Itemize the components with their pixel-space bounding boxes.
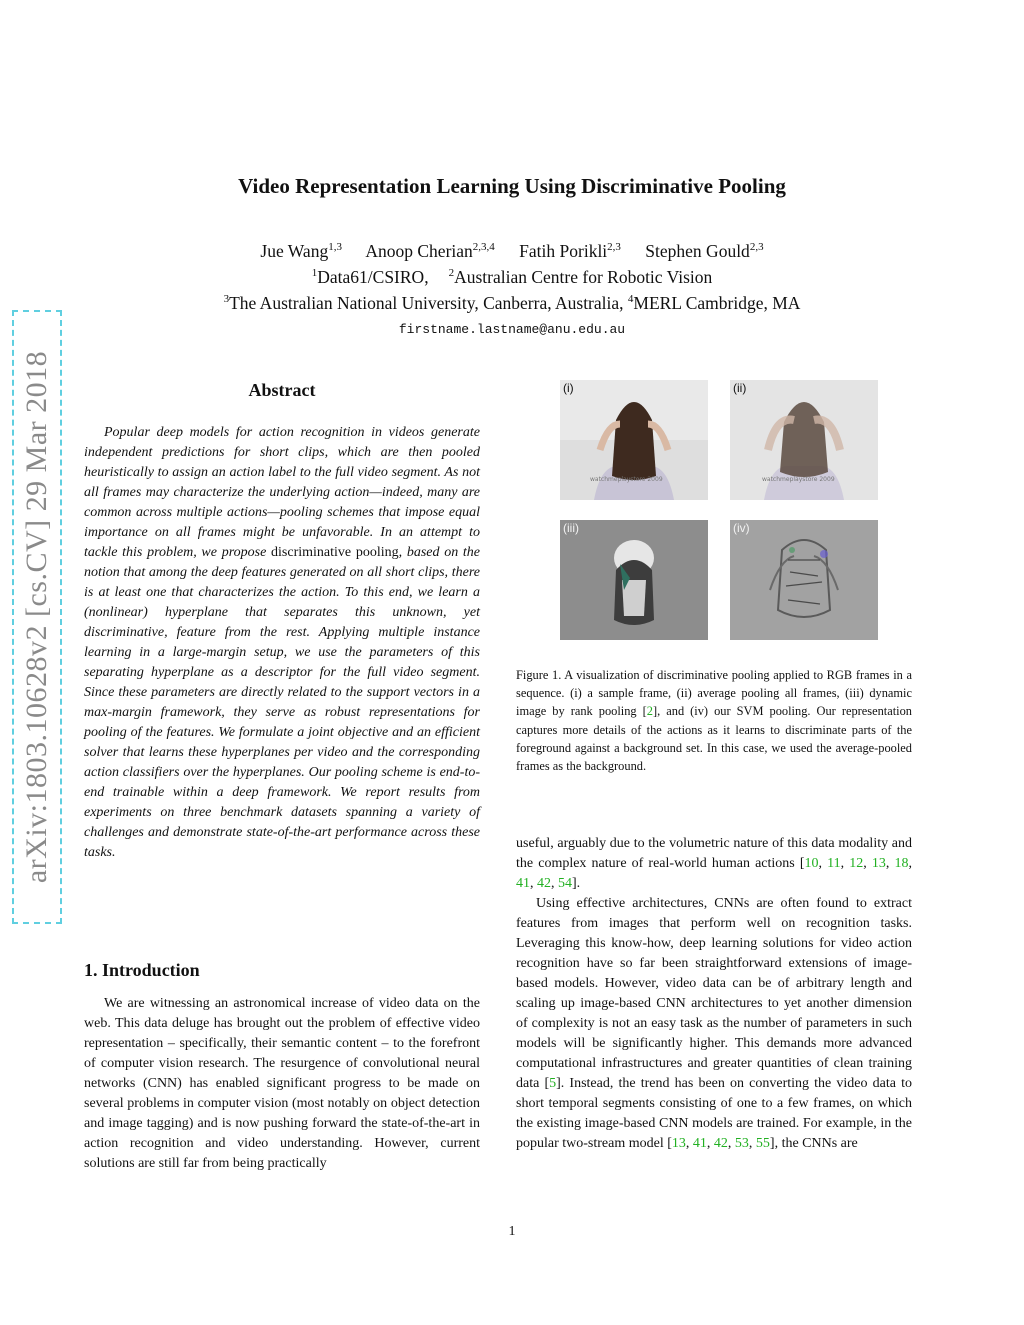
citation-link[interactable]: 54 xyxy=(558,876,572,891)
panel-label: (iii) xyxy=(563,521,579,535)
dynamic-image xyxy=(560,520,708,640)
abstract-term: discriminative pooling xyxy=(271,545,399,560)
citation-link[interactable]: 55 xyxy=(755,1136,770,1151)
watermark: watchmeplaystore 2009 xyxy=(590,476,663,483)
paper-title: Video Representation Learning Using Discriminative Pooling xyxy=(238,174,786,198)
page-number: 1 xyxy=(508,1224,516,1239)
citation-link[interactable]: 11 xyxy=(827,856,841,871)
intro-paragraph: We are witnessing an astronomical increase of video data on the web. This data deluge has brought out the problem of effective video representation – specifically, their semantic content – to the forefront of computer vision research. The resurgence of convolutional neural networks (CNN) has enabled significant progress to be made on several problems in computer vision (most notably on object detection and image tagging) and is now pushing forward the state-of-the-art in action recognition and video understanding. However, current solutions are still far from being practically xyxy=(84,996,480,1171)
figure-panel-svm-pooling xyxy=(730,520,878,640)
citation-link[interactable]: 41 xyxy=(692,1136,707,1151)
author-list: Jue Wang$^{1,3}$ Anoop Cherian$^{2,3,4}$ Fatih Porikli$^{2,3}$ Stephen Gould$^{2,3}$ xyxy=(260,241,764,261)
citation-link[interactable]: 42 xyxy=(713,1136,728,1151)
paragraph: useful, arguably due to the volumetric nature of this data modality and the complex nature of real-world human actions [10, 11, 12, 13, 18, 41, 42, 54]. xyxy=(516,836,913,891)
author: Stephen Gould xyxy=(645,241,750,261)
arxiv-id: arXiv:1803.10628v2 [cs.CV] 29 Mar 2018 xyxy=(20,350,53,884)
watermark: watchmeplaystore 2009 xyxy=(762,476,835,483)
citation-link[interactable]: 53 xyxy=(734,1136,749,1151)
figure-1 xyxy=(560,380,900,640)
citation-link[interactable]: 13 xyxy=(671,1136,686,1151)
author-block xyxy=(0,238,1024,340)
paragraph: Using effective architectures, CNNs are often found to extract features from images that perform well on recognition tasks. Leveraging this know-how, deep learning solutions for video action recognition have so far been straightforward extensions of image-based models. However, video data can be of arbitrary length and scaling up image-based CNN architectures to yet another dimension of complexity is not an easy task as the number of parameters in such models will be significantly higher. This demands more advanced computational infrastructures and greater quantities of clean training data [5]. Instead, the trend has been on converting the video data to short temporal segments consisting of one to a few frames, on which the existing image-based CNN models are trained. For example, in the popular two-stream model [13, 41, 42, 53, 55], the CNNs are xyxy=(516,896,912,1151)
panel-label: (iv) xyxy=(733,521,750,535)
author: Anoop Cherian xyxy=(365,241,473,261)
figure-panel-dynamic-image xyxy=(560,520,708,640)
figure-panel-sample-frame xyxy=(560,380,708,500)
citation-link[interactable]: 5 xyxy=(549,1076,557,1091)
affiliation-line-2: $^3$The Australian National University, Canberra, Australia, $^4$MERL Cambridge, MA xyxy=(223,293,801,313)
affiliation-line-1: $^1$Data61/CSIRO, $^2$Australian Centre for Robotic Vision xyxy=(311,267,713,287)
intro-heading: 1. Introduction xyxy=(84,960,200,980)
citation-link[interactable]: 42 xyxy=(537,876,551,891)
figure-caption: Figure 1. A visualization of discriminative pooling applied to RGB frames in a sequence. (i) a sample frame, (ii) average pooling all frames, (iii) dynamic image by rank pooling [2], and (iv) our SVM pooling. Our representation captures more details of the actions as it learns to discriminate parts of the foreground against a background set. In this case, we used the average-pooled frames as the background. xyxy=(516,668,912,774)
author: Fatih Porikli xyxy=(519,241,608,261)
average-pooling-image xyxy=(730,380,878,500)
citation-link[interactable]: 10 xyxy=(804,856,819,871)
citation-link[interactable]: 13 xyxy=(871,856,886,871)
panel-label: (ii) xyxy=(733,381,747,395)
citation-link[interactable]: 12 xyxy=(849,856,864,871)
svm-pooling-image xyxy=(730,520,878,640)
panel-label: (i) xyxy=(563,381,574,395)
author: Jue Wang xyxy=(260,241,329,261)
right-column-text xyxy=(516,834,912,1154)
abstract-heading: Abstract xyxy=(248,380,316,400)
figure-panel-average-pooling xyxy=(730,380,878,500)
abstract-text: Popular deep models for action recognition in videos generate independent predictions for short clips, which are then pooled heuristically to assign an action label to the full video segment. As not all frames may characterize the underlying action—indeed, many are common across multiple actions—pooling schemes that impose equal importance on all frames might be unfavorable. In an attempt to tackle this problem, we propose discriminative pooling, based on the notion that among the deep features generated on all short clips, there is at least one that characterizes the action. To this end, we learn a (nonlinear) hyperplane that separates this unknown, yet discriminative, feature from the rest. Applying multiple instance learning in a large-margin setup, we use the parameters of this separating hyperplane as a descriptor for the full video segment. Since these parameters are directly related to the support vectors in a max-margin framework, they serve as robust representations for pooling of the features. We formulate a joint objective and an efficient solver that learns these hyperplanes per video and the corresponding action classifiers over the hyperplanes. Our pooling scheme is end-to-end trainable within a deep framework. We report results from experiments on three benchmark datasets spanning a variety of challenges and demonstrate state-of-the-art performance across these tasks. xyxy=(84,425,481,860)
citation-link[interactable]: 2 xyxy=(646,704,653,719)
citation-link[interactable]: 41 xyxy=(516,876,530,891)
author-email: firstname.lastname@anu.edu.au xyxy=(398,322,626,337)
sample-frame-image xyxy=(560,380,708,500)
citation-link[interactable]: 18 xyxy=(894,856,909,871)
arxiv-stamp xyxy=(12,310,62,924)
